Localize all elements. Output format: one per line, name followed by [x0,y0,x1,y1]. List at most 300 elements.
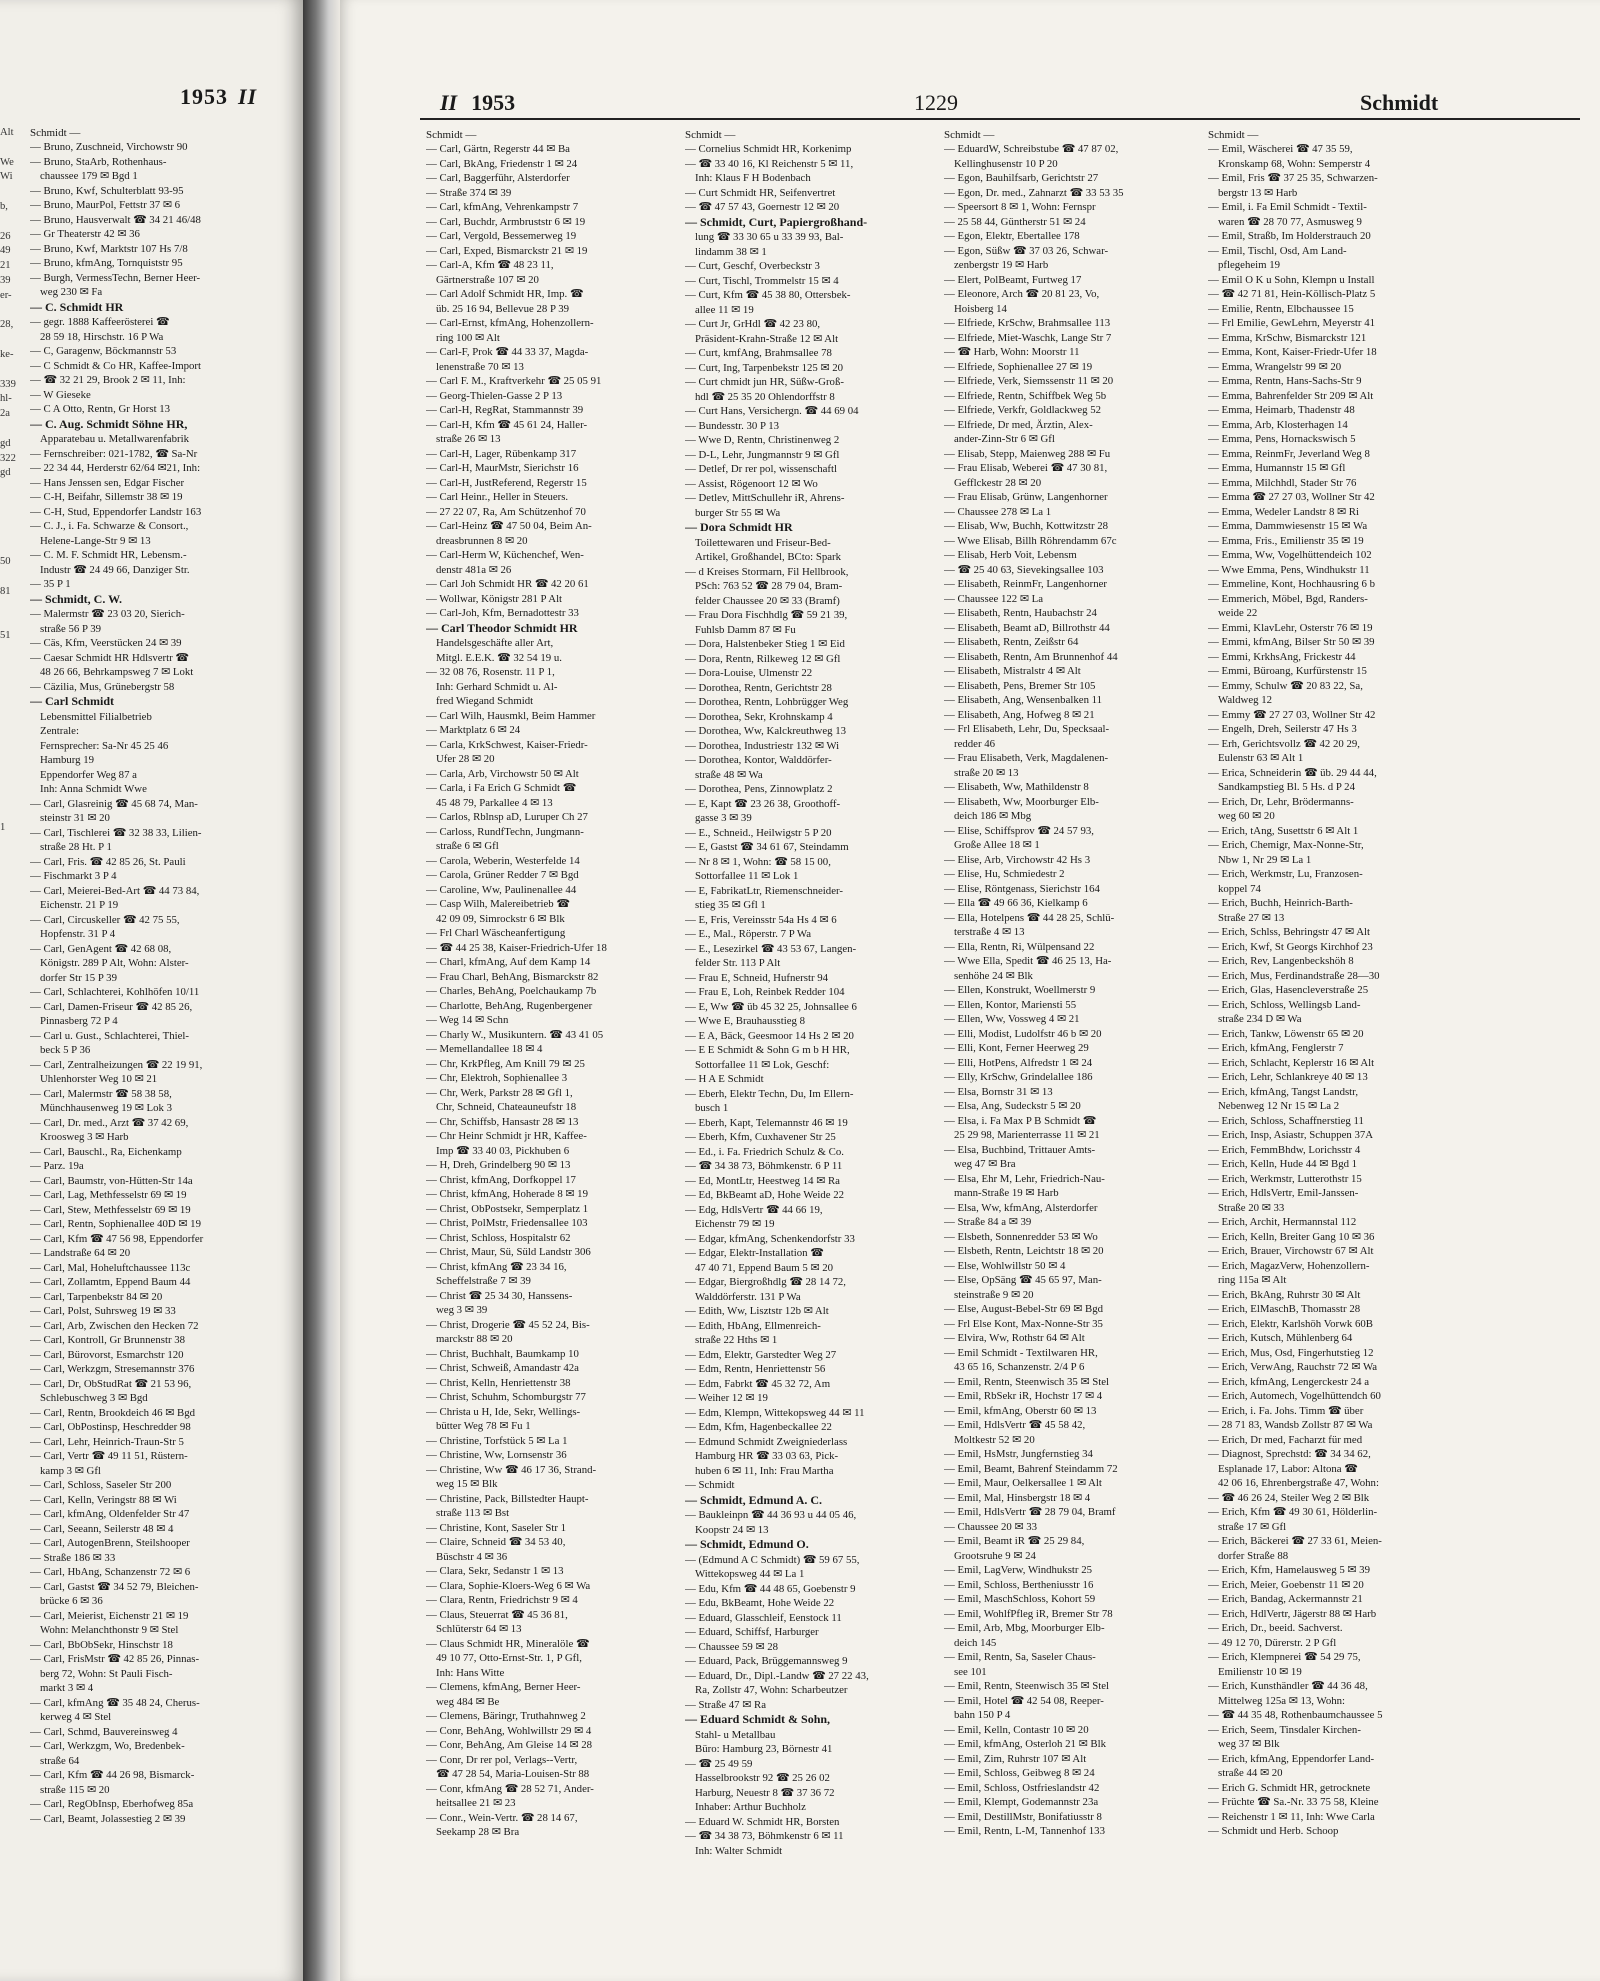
edge-fragment [0,866,28,881]
directory-entry: — Curt, Geschf, Overbeckstr 3 [685,260,820,272]
directory-entry: lung ☎ 33 30 65 u 33 39 93, Bal- [695,231,844,243]
directory-entry: — Edmund Schmidt Zweigniederlass [685,1435,848,1448]
directory-entry: — Claus, Steuerrat ☎ 45 36 81, [426,1608,568,1621]
directory-entry: Artikel, Großhandel, BCto: Spark [695,551,842,563]
directory-entry: — Emil, Kelln, Contastr 10 ✉ 20 [944,1723,1089,1736]
directory-entry: — Edgar, Elektr-Installation ☎ [685,1247,824,1259]
directory-entry: — Emma, Wedeler Landstr 8 ✉ Ri [1208,505,1360,518]
edge-fragment [0,688,28,703]
directory-entry: — Elsa, Ww, kfmAng, Alsterdorfer [944,1201,1098,1214]
directory-entry: — Elisabeth, Ang, Hofweg 8 ✉ 21 [944,708,1095,721]
directory-entry: — Erich, Dr., beeid. Sachverst. [1208,1622,1343,1634]
directory-entry: — Erich, Dr med, Facharzt für med [1208,1433,1363,1446]
directory-entry: — ☎ 34 38 73, Böhmkenstr 6 ✉ 11 [685,1830,844,1842]
directory-entry: Gefflckestr 28 ✉ 20 [954,476,1042,489]
directory-entry: straße 48 ✉ Wa [695,768,763,781]
directory-entry: — Curt Jr, GrHdl ☎ 42 23 80, [685,318,821,330]
directory-entry: — ☎ Harb, Wohn: Moorstr 11 [944,346,1080,358]
directory-entry: — Gr Theaterstr 42 ✉ 36 [30,228,140,240]
directory-entry: — Christ, Schloss, Hospitalstr 62 [426,1231,571,1244]
right-page [340,0,1600,1981]
edge-fragment: gd [0,437,11,449]
directory-entry: Inh: Hans Witte [436,1666,505,1679]
directory-entry: — Elli, HotPens, Alfredstr 1 ✉ 24 [944,1056,1093,1069]
directory-entry: — Carl, Stew, Methfesselstr 69 ✉ 19 [30,1203,191,1216]
directory-entry: — 27 22 07, Ra, Am Schützenhof 70 [426,505,586,518]
directory-entry: — Carl, Mal, Hoheluftchaussee 113c [30,1261,191,1274]
directory-entry: — Christ, ObPostsekr, Semperplatz 1 [426,1202,589,1215]
directory-entry: markt 3 ✉ 4 [40,1682,94,1694]
directory-column-2 [685,128,940,1858]
directory-entry: — Wwe Elisab, Billh Röhrendamm 67c [944,534,1117,547]
directory-entry: Seekamp 28 ✉ Bra [436,1826,520,1838]
directory-entry: — Weg 14 ✉ Schn [426,1014,509,1026]
directory-entry: — Carl-H, RegRat, Stammannstr 39 [426,404,584,416]
directory-entry: — Casp Wilh, Malereibetrieb ☎ [426,898,570,910]
directory-entry: Münchhausenweg 19 ✉ Lok 3 [40,1102,172,1114]
directory-entry: — EduardW, Schreibstube ☎ 47 87 02, [944,143,1119,155]
directory-entry: — Frau E, Schneid, Hufnerstr 94 [685,971,829,984]
directory-entry: — Erich, kfmAng, Lengerckestr 24 a [1208,1375,1369,1388]
directory-entry: — Edu, BkBeamt, Hohe Weide 22 [685,1597,835,1609]
directory-entry: — Elfriede, Sophienallee 27 ✉ 19 [944,360,1093,373]
directory-entry: — Emil, Rentn, Sa, Saseler Chaus- [944,1651,1096,1663]
column-head: Schmidt — [1208,129,1259,141]
directory-entry: — Chaussee 20 ✉ 33 [944,1520,1038,1533]
directory-entry: — Eleonore, Arch ☎ 20 81 23, Vo, [944,288,1100,300]
directory-entry: — Christ, kfmAng, Hoherade 8 ✉ 19 [426,1188,588,1200]
directory-entry: — Eduard Schmidt & Sohn, [685,1712,831,1726]
directory-entry: — Schmidt [685,1479,735,1491]
directory-entry: — Elise, Hu, Schmiedestr 2 [944,868,1065,880]
directory-entry: 42 09 09, Simrockstr 6 ✉ Blk [436,912,565,925]
directory-entry: — Emil, Schloss, Bertheniusstr 16 [944,1578,1094,1591]
directory-entry: — Egon, Dr. med., Zahnarzt ☎ 33 53 35 [944,186,1124,199]
directory-entry: — Dorothea, Kontor, Walddörfer- [685,754,832,766]
directory-entry: — Fernschreiber: 021-1782, ☎ Sa-Nr [30,447,198,460]
directory-entry: — Carl, Kfm ☎ 47 56 98, Eppendorfer [30,1232,204,1245]
directory-entry: — Erich, HdlsVertr, Emil-Janssen- [1208,1187,1359,1199]
directory-entry: — Erh, Gerichtsvollz ☎ 42 20 29, [1208,737,1360,750]
directory-entry: — Carl Joh Schmidt HR ☎ 42 20 61 [426,578,589,590]
directory-entry: — Emil, Klempt, Godemannstr 23a [944,1796,1099,1808]
directory-entry: Büschstr 4 ✉ 36 [436,1550,508,1563]
directory-entry: Lebensmittel Filialbetrieb [40,710,152,723]
directory-entry: — Edu, Kfm ☎ 44 48 65, Goebenstr 9 [685,1582,856,1595]
directory-entry: — Emil, RbSekr iR, Hochstr 17 ✉ 4 [944,1390,1103,1402]
directory-entry: — Elisabeth, Rentn, Haubachstr 24 [944,607,1097,619]
directory-entry: — 35 P 1 [30,578,71,590]
edge-fragment [0,807,28,822]
edge-fragment [0,659,28,674]
directory-entry: — Edith, Ww, Lisztstr 12b ✉ Alt [685,1305,829,1317]
directory-entry: — ☎ 32 21 29, Brook 2 ✉ 11, Inh: [30,374,186,386]
directory-entry: — Erich, Seem, Tinsdaler Kirchen- [1208,1723,1361,1736]
directory-entry: deich 186 ✉ Mbg [954,810,1032,822]
directory-entry: — ☎ 33 40 16, Kl Reichenstr 5 ✉ 11, [685,157,854,170]
directory-entry: Wohn: Melanchthonstr 9 ✉ Stel [40,1624,179,1636]
column-head: Schmidt — [685,129,736,141]
edge-fragment [0,215,28,230]
directory-entry: — Schmidt, Curt, Papiergroßhand- [685,214,868,229]
directory-entry: Esplanade 17, Labor: Altona ☎ [1218,1462,1358,1475]
edge-fragment [0,747,28,762]
directory-entry: — Hans Jenssen sen, Edgar Fischer [30,476,185,489]
directory-entry: — Wwe Emma, Pens, Windhukstr 11 [1208,563,1370,576]
directory-entry: — Erich, Brauer, Virchowstr 67 ✉ Alt [1208,1245,1374,1257]
directory-entry: — Carl-H, MaurMstr, Sierichstr 16 [426,462,579,474]
directory-entry: — Carl, Exped, Bismarckstr 21 ✉ 19 [426,244,588,257]
directory-entry: — Erich, Bandag, Ackermannstr 21 [1208,1593,1363,1605]
directory-entry: redder 46 [954,737,996,750]
directory-entry: felder Chaussee 20 ✉ 33 (Bramf) [695,594,840,607]
directory-entry: — Ellen, Kontor, Mariensti 55 [944,998,1077,1011]
directory-entry: — Carl, Tischlerei ☎ 32 38 33, Lilien- [30,826,202,839]
directory-entry: — Carlos, Rblnsp aD, Luruper Ch 27 [426,811,588,823]
directory-entry: — Elsa, i. Fa Max P B Schmidt ☎ [944,1114,1097,1127]
edge-fragment [0,673,28,688]
directory-entry: stieg 35 ✉ Gfl 1 [695,899,766,911]
directory-entry: — Schmidt und Herb. Schoop [1208,1825,1339,1837]
directory-entry: — Eduard W. Schmidt HR, Borsten [685,1815,840,1828]
edge-fragment [0,333,28,348]
directory-entry: — Carl, Rentn, Brookdeich 46 ✉ Bgd [30,1406,195,1419]
directory-entry: — Emma, Bahrenfelder Str 209 ✉ Alt [1208,389,1374,402]
directory-entry: see 101 [954,1665,987,1678]
directory-entry: — Christ, kfmAng ☎ 23 34 16, [426,1260,567,1273]
directory-entry: PSch: 763 52 ☎ 28 79 04, Bram- [695,580,843,592]
directory-entry: Sottorfallee 11 ✉ Lok 1 [695,870,799,882]
directory-entry: — Emma, Heimarb, Thadenstr 48 [1208,404,1355,416]
directory-entry: — C-H, Stud, Eppendorfer Landstr 163 [30,505,202,518]
edge-fragment [0,526,28,541]
directory-entry: — Edm, Elektr, Garstedter Weg 27 [685,1348,837,1361]
edge-fragment [0,570,28,585]
directory-entry: — Erich, Chemigr, Max-Nonne-Str, [1208,839,1364,851]
directory-entry: straße 64 [40,1754,80,1767]
directory-entry: weg 484 ✉ Be [436,1695,500,1708]
directory-entry: chaussee 179 ✉ Bgd 1 [40,170,138,182]
directory-entry: — Else, Wohlwillstr 50 ✉ 4 [944,1259,1066,1272]
directory-entry: straße 115 ✉ 20 [40,1783,110,1796]
edge-fragment: hl- [0,393,12,405]
directory-entry: — Landstraße 64 ✉ 20 [30,1247,131,1259]
directory-entry: — C. M. F. Schmidt HR, Lebensm.- [30,549,187,561]
directory-entry: — Emil Schmidt - Textilwaren HR, [944,1346,1098,1359]
directory-entry: — Erich, Kelln, Breiter Gang 10 ✉ 36 [1208,1230,1375,1243]
directory-entry: berg 72, Wohn: St Pauli Fisch- [40,1667,173,1680]
directory-entry: — E., Schneid., Heilwigstr 5 P 20 [685,826,832,839]
directory-entry: — Chr, KrkPfleg, Am Knill 79 ✉ 25 [426,1057,585,1070]
directory-entry: — Carl, Circuskeller ☎ 42 75 55, [30,913,180,926]
directory-entry: — Erich, kfmAng, Fenglerstr 7 [1208,1042,1344,1054]
directory-entry: — Edm, Kfm, Hagenbeckallee 22 [685,1421,832,1433]
directory-entry: Fernsprecher: Sa-Nr 45 25 46 [40,739,169,752]
edge-fragment [0,762,28,777]
directory-entry: — Dorothea, Rentn, Lohbrügger Weg [685,696,849,708]
directory-entry: — Carl, Arb, Zwischen den Hecken 72 [30,1319,199,1332]
directory-entry: — Claire, Schneid ☎ 34 53 40, [426,1536,566,1548]
directory-entry: — Georg-Thielen-Gasse 2 P 13 [426,389,563,402]
directory-entry: — Edm, Rentn, Henriettenstr 56 [685,1363,826,1375]
directory-entry: — Carl-A, Kfm ☎ 48 23 11, [426,259,554,271]
directory-entry: terstraße 4 ✉ 13 [954,926,1025,938]
directory-entry: 47 40 71, Eppend Baum 5 ✉ 20 [695,1261,833,1274]
directory-entry: weg 15 ✉ Blk [436,1478,498,1490]
directory-entry: — Ella, Rentn, Ri, Wülpensand 22 [944,940,1095,953]
left-page-roman: II [238,84,258,109]
directory-entry: — Carl, BkAng, Friedenstr 1 ✉ 24 [426,157,578,170]
directory-entry: — Elvira, Ww, Rothstr 64 ✉ Alt [944,1332,1085,1344]
directory-entry: — Carl u. Gust., Schlachterei, Thiel- [30,1029,190,1042]
directory-entry: huben 6 ✉ 11, Inh: Frau Martha [695,1464,834,1477]
directory-entry: — Bruno, Zuschneid, Virchowstr 90 [30,141,188,153]
directory-column-4 [1208,128,1463,1839]
edge-fragment [0,363,28,378]
directory-entry: Harburg, Neuestr 8 ☎ 37 36 72 [695,1786,835,1799]
directory-entry: — Emil, Rentn, L-M, Tannenhof 133 [944,1825,1105,1837]
header-year: 1953 [471,90,516,115]
directory-entry: allee 11 ✉ 19 [695,303,754,316]
edge-fragment [0,895,28,910]
directory-entry: — Eberh, Kfm, Cuxhavener Str 25 [685,1131,836,1143]
directory-entry: — Elfriede, Verk, Siemssenstr 11 ✉ 20 [944,375,1114,387]
directory-entry: — Parz. 19a [30,1160,84,1172]
directory-entry: — Eduard, Dr., Dipl.-Landw ☎ 27 22 43, [685,1669,869,1682]
directory-entry: — Eduard, Pack, Brüggemannsweg 9 [685,1655,848,1667]
directory-entry: — Frau E, Loh, Reinbek Redder 104 [685,986,845,998]
directory-entry: — Carl, ObPostinsp, Heschredder 98 [30,1421,191,1433]
directory-entry: Büro: Hamburg 23, Börnestr 41 [695,1743,833,1755]
directory-entry: — Carl-H, JustReferend, Regerstr 15 [426,476,587,489]
directory-entry: — Eberh, Elektr Techn, Du, Im Ellern- [685,1087,854,1100]
directory-entry: — E E Schmidt & Sohn G m b H HR, [685,1044,850,1056]
directory-entry: — Erich, kfmAng, Tangst Landstr, [1208,1085,1359,1098]
directory-entry: Imp ☎ 33 40 03, Pickhuben 6 [436,1144,570,1157]
directory-entry: — Else, August-Bebel-Str 69 ✉ Bgd [944,1303,1103,1315]
edge-fragment: er- [0,289,12,301]
directory-entry: weg 60 ✉ 20 [1218,810,1275,822]
directory-entry: lindamm 38 ✉ 1 [695,245,767,258]
directory-entry: — Cornelius Schmidt HR, Korkenimp [685,143,852,155]
directory-entry: — Clemens, Bäringr, Truthahnweg 2 [426,1710,586,1722]
directory-entry: — Erich, Kelln, Hude 44 ✉ Bgd 1 [1208,1158,1358,1170]
directory-entry: — Emmeline, Kont, Hochhausring 6 b [1208,578,1376,590]
directory-entry: — Egon, Elektr, Ebertallee 178 [944,230,1080,242]
running-head: Schmidt [1360,90,1439,115]
directory-entry: Walddörferstr. 131 P Wa [695,1290,801,1303]
edge-fragment: 51 [0,630,11,642]
directory-entry: — Carl, Kelln, Veringstr 88 ✉ Wi [30,1493,177,1506]
directory-entry: Große Allee 18 ✉ 1 [954,839,1040,851]
directory-entry: ander-Zinn-Str 6 ✉ Gfl [954,433,1055,445]
directory-entry: Chr, Schneid, Chateauneufstr 18 [436,1101,577,1113]
directory-entry: — Erich, Mus, Osd, Fingerhutstieg 12 [1208,1346,1374,1359]
directory-entry: — Straße 47 ✉ Ra [685,1698,767,1711]
directory-entry: kamp 3 ✉ Gfl [40,1464,101,1477]
edge-fragment [0,836,28,851]
edge-fragment [0,511,28,526]
directory-entry: — Wollwar, Königstr 281 P Alt [426,592,563,605]
directory-entry: — Carl, Dr, ObStudRat ☎ 21 53 96, [30,1377,192,1390]
edge-fragment: 81 [0,585,11,597]
directory-entry: — Erich, MagazVerw, Hohenzollern- [1208,1259,1370,1272]
directory-entry: — Christ, Schuhm, Schomburgstr 77 [426,1391,586,1403]
directory-entry: — Elisabeth, Ww, Moorburger Elb- [944,795,1099,808]
directory-entry: — Conr, Dr rer pol, Verlags--Vertr, [426,1753,578,1766]
edge-fragment: 50 [0,556,11,568]
edge-fragment: ke- [0,348,14,360]
directory-entry: — Dorothea, Pens, Zinnowplatz 2 [685,783,833,795]
directory-entry: Industr ☎ 24 49 66, Danziger Str. [40,563,190,576]
directory-entry: — Eduard, Schiffsf, Harburger [685,1626,819,1638]
edge-fragment: 1 [0,822,6,834]
directory-entry: — Emil, HsMstr, Jungfernstieg 34 [944,1448,1093,1460]
directory-entry: — Erich, Kutsch, Mühlenberg 64 [1208,1332,1353,1344]
directory-entry: — Engelh, Dreh, Seilerstr 47 Hs 3 [1208,723,1357,735]
directory-entry: — Emil, Mal, Hinsbergstr 18 ✉ 4 [944,1491,1091,1504]
directory-entry: — Carola, Weberin, Westerfelde 14 [426,854,580,867]
directory-entry: ring 115a ✉ Alt [1218,1274,1287,1286]
directory-entry: — Emil, Wäscherei ☎ 47 35 59, [1208,143,1353,155]
directory-entry: bergstr 13 ✉ Harb [1218,186,1298,199]
directory-entry: — Bruno, kfmAng, Tornquiststr 95 [30,257,183,269]
directory-entry: — Emmi, kfmAng, Bilser Str 50 ✉ 39 [1208,636,1375,648]
edge-fragment [0,185,28,200]
directory-entry: — Wwe E, Brauhausstieg 8 [685,1015,806,1027]
directory-entry: Schlebuschweg 3 ✉ Bgd [40,1392,148,1404]
directory-entry: fred Wiegand Schmidt [436,695,534,707]
directory-entry: Uhlenhorster Weg 10 ✉ 21 [40,1073,158,1085]
directory-entry: — Carl-Heinz ☎ 47 50 04, Beim An- [426,520,592,532]
directory-entry: zenbergstr 19 ✉ Harb [954,259,1049,271]
directory-entry: — ☎ 25 49 59 [685,1757,753,1770]
directory-entry: — Emma, ReinmFr, Jeverland Weg 8 [1208,447,1370,460]
directory-entry: — Erich, Kunsthändler ☎ 44 36 48, [1208,1680,1368,1692]
directory-entry: dorfer Straße 88 [1218,1549,1289,1562]
header-left [440,90,515,116]
directory-entry: — Carl, Kfm ☎ 44 26 98, Bismarck- [30,1769,195,1781]
edge-fragment [0,422,28,437]
directory-entry: — Erich, Lehr, Schlankreye 40 ✉ 13 [1208,1071,1368,1083]
directory-entry: — Früchte ☎ Sa.-Nr. 33 75 58, Kleine [1208,1796,1379,1808]
directory-entry: — Chr, Elektroh, Sophienallee 3 [426,1072,568,1084]
edge-fragment [0,481,28,496]
edge-fragment: 26 [0,230,11,242]
directory-entry: — Erich, Meier, Goebenstr 11 ✉ 20 [1208,1578,1364,1591]
directory-entry: Hoisberg 14 [954,302,1007,315]
directory-entry: Straße 20 ✉ 33 [1218,1201,1285,1214]
directory-entry: — Emma ☎ 27 27 03, Wollner Str 42 [1208,491,1375,503]
directory-entry: — Emil, DestillMstr, Bonifatiusstr 8 [944,1810,1102,1823]
directory-entry: — Christine, Ww, Lornsenstr 36 [426,1449,567,1461]
directory-entry: Sandkampstieg Bl. 5 Hs. d P 24 [1218,781,1355,793]
directory-entry: — Curt, Kfm ☎ 45 38 80, Ottersbek- [685,289,851,301]
directory-entry: — E, Gastst ☎ 34 61 67, Steindamm [685,841,849,853]
directory-entry: — Emma, Pens, Hornackswisch 5 [1208,433,1356,445]
directory-entry: kerweg 4 ✉ Stel [40,1711,112,1723]
directory-entry: — E., Lesezirkel ☎ 43 53 67, Langen- [685,942,857,955]
directory-entry: — Emil, LagVerw, Windhukstr 25 [944,1564,1093,1576]
directory-entry: Königstr. 289 P Alt, Wohn: Alster- [40,957,189,969]
directory-entry: Eichenstr. 21 P 19 [40,899,119,911]
directory-entry: lenenstraße 70 ✉ 13 [436,360,524,373]
directory-entry: — Carl, Buchdr, Armbruststr 6 ✉ 19 [426,215,586,228]
directory-entry: — Elsa, Ang, Sudeckstr 5 ✉ 20 [944,1100,1081,1112]
page-number: 1229 [914,90,958,115]
directory-entry: — Christine, Torfstück 5 ✉ La 1 [426,1434,568,1447]
left-page-header [180,84,257,110]
directory-entry: — Fischmarkt 3 P 4 [30,870,117,882]
directory-entry: — Carl, Tarpenbekstr 84 ✉ 20 [30,1290,163,1303]
directory-entry: — Elfriede, Dr med, Ärztin, Alex- [944,418,1093,431]
directory-entry: — Carl Heinr., Heller in Steuers. [426,491,569,503]
directory-entry: — Emil, WohlfPfleg iR, Bremer Str 78 [944,1607,1113,1620]
directory-entry: straße 234 D ✉ Wa [1218,1013,1302,1025]
directory-entry: — Chr, Schiffsb, Hansastr 28 ✉ 13 [426,1115,579,1128]
directory-entry: — Emil, Hotel ☎ 42 54 08, Reeper- [944,1694,1104,1707]
directory-entry: — Bruno, MaurPol, Fettstr 37 ✉ 6 [30,199,181,211]
directory-entry: — C Schmidt & Co HR, Kaffee-Import [30,359,202,372]
directory-entry: — Cäs, Kfm, Veerstücken 24 ✉ 39 [30,637,182,649]
directory-entry: Kroosweg 3 ✉ Harb [40,1131,129,1143]
directory-entry: — Erich, Kfm, Hamelausweg 5 ✉ 39 [1208,1564,1370,1576]
directory-entry: — Emil, Arb, Mbg, Moorburger Elb- [944,1622,1105,1634]
directory-entry: Apparatebau u. Metallwarenfabrik [40,433,189,445]
directory-entry: — Carl-H, Kfm ☎ 45 61 24, Haller- [426,418,588,431]
directory-entry: — Christ, PolMstr, Friedensallee 103 [426,1217,588,1229]
directory-entry: — Emil, i. Fa Emil Schmidt - Textil- [1208,201,1367,213]
directory-entry: — ☎ 25 40 63, Sievekingsallee 103 [944,563,1104,576]
directory-entry: — Ella ☎ 49 66 36, Kielkamp 6 [944,897,1088,909]
directory-entry: — ☎ 34 38 73, Böhmkenstr. 6 P 11 [685,1160,843,1172]
directory-entry: — Else, OpSäng ☎ 45 65 97, Man- [944,1274,1102,1286]
directory-entry: Mittelweg 125a ✉ 13, Wohn: [1218,1694,1346,1707]
edge-fragment [0,969,28,984]
directory-entry: — Diagnost, Sprechstd: ☎ 34 34 62, [1208,1448,1371,1460]
directory-entry: koppel 74 [1218,882,1261,895]
directory-entry: — Erich, Glas, Hasencleverstraße 25 [1208,984,1369,996]
directory-entry: — 28 71 83, Wandsb Zollstr 87 ✉ Wa [1208,1419,1373,1431]
directory-entry: — Elsbeth, Sonnenredder 53 ✉ Wo [944,1230,1098,1243]
directory-entry: — Frl Emilie, GewLehrn, Meyerstr 41 [1208,317,1376,329]
directory-entry: Eppendorfer Weg 87 a [40,768,137,781]
directory-entry: — C. Aug. Schmidt Söhne HR, [30,416,188,431]
directory-entry: — Erich, tAng, Susettstr 6 ✉ Alt 1 [1208,824,1359,837]
directory-entry: — Edgar, kfmAng, Schenkendorfstr 33 [685,1232,855,1245]
directory-entry: — Carl, Schloss, Saseler Str 200 [30,1479,172,1491]
directory-entry: Emilienstr 10 ✉ 19 [1218,1665,1302,1678]
directory-entry: — Burgh, VermessTechn, Berner Heer- [30,271,201,284]
directory-entry: — 22 34 44, Herderstr 62/64 ✉21, Inh: [30,462,201,474]
directory-entry: weg 230 ✉ Fa [40,286,103,298]
directory-entry: — Erich, Schloss, Schaffnerstieg 11 [1208,1114,1364,1127]
directory-entry: — Emma, Rentn, Hans-Sachs-Str 9 [1208,375,1362,387]
directory-entry: — Emmi, Büroang, Kurfürstenstr 15 [1208,665,1367,677]
directory-entry: — Carl, Zollamtm, Eppend Baum 44 [30,1276,191,1288]
directory-entry: — Carl-H, Lager, Rübenkamp 317 [426,447,577,460]
directory-entry: — Christ, Drogerie ☎ 45 52 24, Bis- [426,1318,590,1331]
directory-entry: marckstr 88 ✉ 20 [436,1333,513,1345]
edge-fragment [0,925,28,940]
directory-entry: Koopstr 24 ✉ 13 [695,1523,769,1536]
directory-entry: — Caroline, Ww, Paulinenallee 44 [426,883,577,896]
directory-entry: — Ed., i. Fa. Friedrich Schulz & Co. [685,1145,844,1158]
directory-entry: — Carl Adolf Schmidt HR, Imp. ☎ [426,288,584,300]
directory-entry: — Elisabeth, Rentn, Zeißstr 64 [944,636,1079,648]
directory-entry: — Emmy ☎ 27 27 03, Wollner Str 42 [1208,708,1376,721]
directory-entry: — Carl, Werkzgm, Stresemannstr 376 [30,1363,195,1375]
